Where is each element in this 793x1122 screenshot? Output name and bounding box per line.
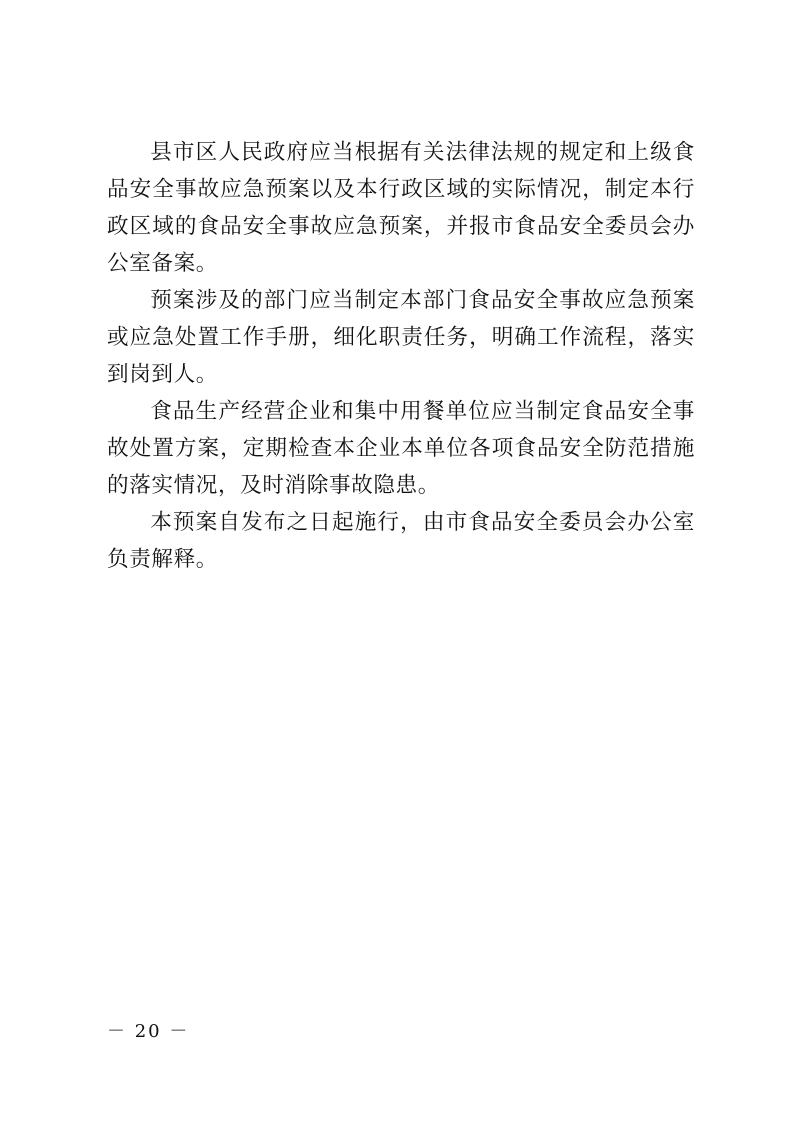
paragraph-enterprise-plans: 食品生产经营企业和集中用餐单位应当制定食品安全事故处置方案，定期检查本企业本单位各项食品安全防范措施的落实情况，及时消除事故隐患。 [107,399,695,498]
page-number: － 20 － [107,1021,190,1042]
paragraph-county-plans: 县市区人民政府应当根据有关法律法规的规定和上级食品安全事故应急预案以及本行政区域的实际情况，制定本行政区域的食品安全事故应急预案，并报市食品安全委员会办公室备案。 [107,140,695,276]
paragraph-department-plans: 预案涉及的部门应当制定本部门食品安全事故应急预案或应急处置工作手册，细化职责任务，明确工作流程，落实到岗到人。 [107,288,695,387]
body-text [107,134,695,578]
paragraph-effective-date: 本预案自发布之日起施行，由市食品安全委员会办公室负责解释。 [107,510,695,572]
